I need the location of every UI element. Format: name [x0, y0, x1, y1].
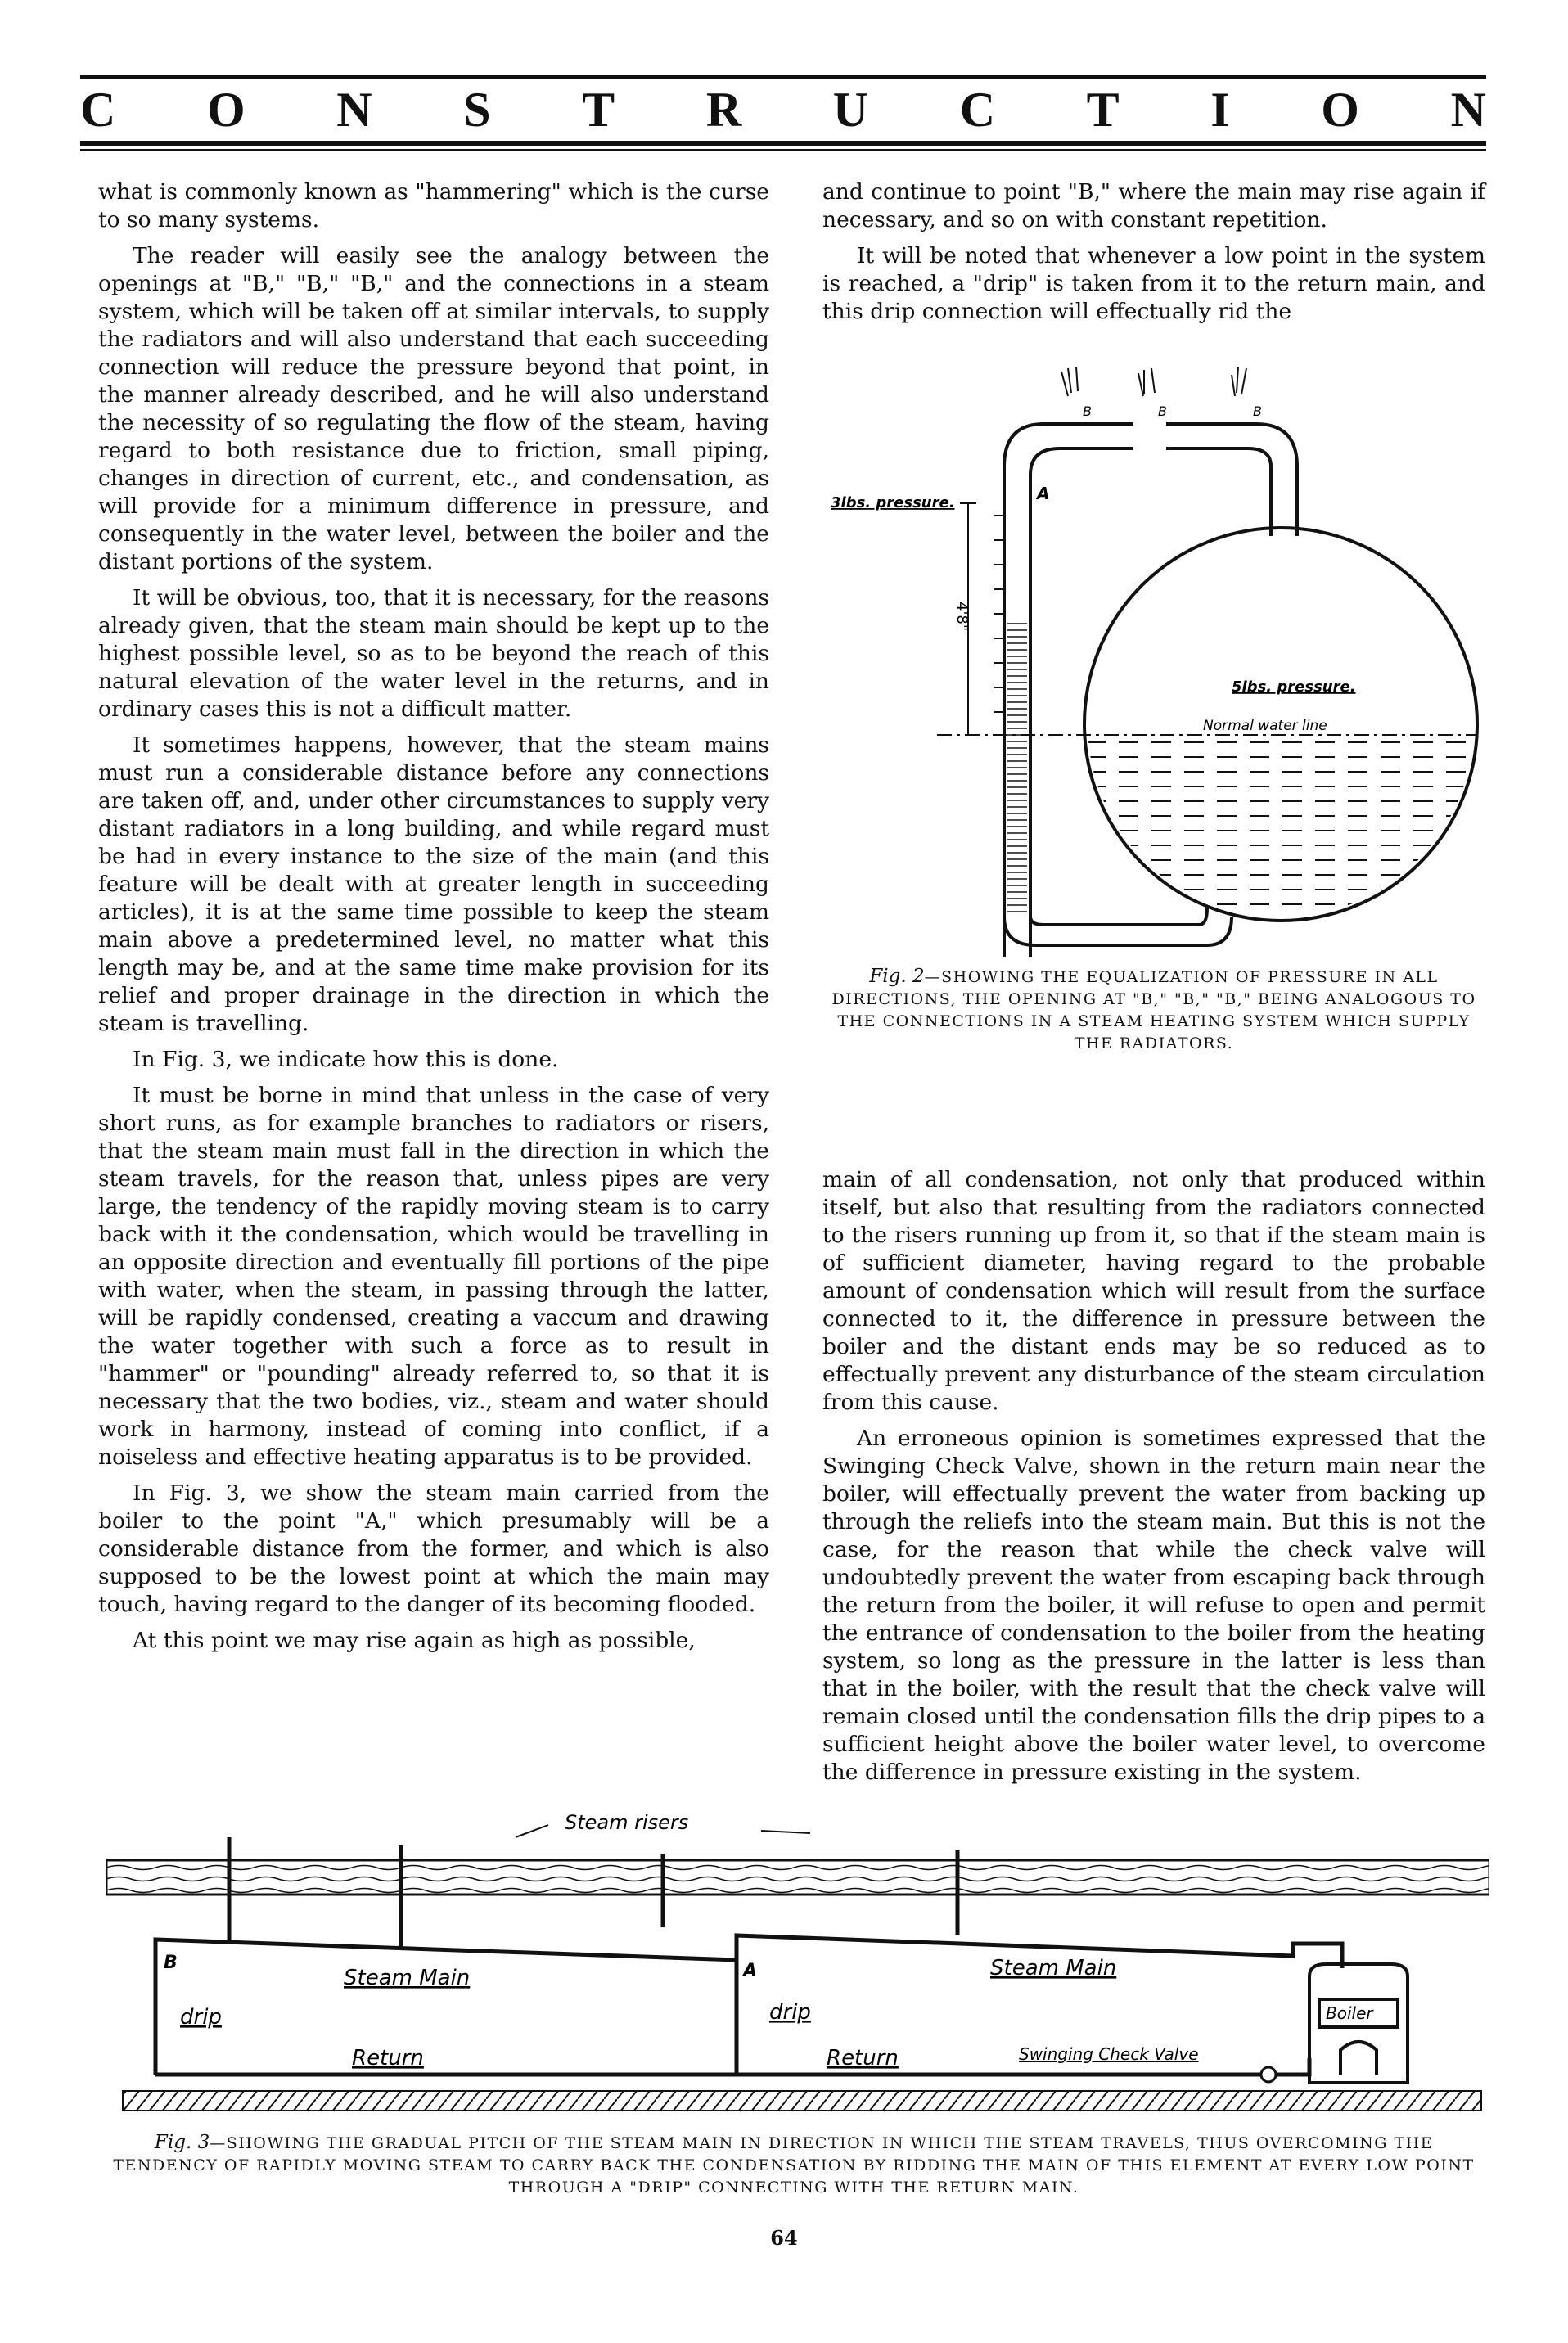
header-letter: T — [1086, 82, 1120, 137]
paragraph: what is commonly known as "hammering" which is the curse to so many systems. — [98, 179, 769, 232]
fig2-left-pressure: 3lbs. pressure. — [831, 494, 955, 511]
right-column-top — [822, 178, 1485, 334]
header-letter: U — [832, 82, 869, 137]
paragraph: It will be obvious, too, that it is necessary, for the reasons already given, that the steam main should be kept up to the highest possible level, so as to be beyond the reach of this natural elevation of the water level in the returns, and in ordinary cases this is not a difficult matter. — [98, 585, 769, 722]
fig3-steam-main-right: Steam Main — [990, 1956, 1117, 1980]
page-header — [80, 75, 1486, 154]
check-valve-icon — [1261, 2067, 1276, 2082]
paragraph: At this point we may rise again as high as possible, — [133, 1628, 696, 1653]
fig2-bottom-pipe — [1004, 908, 1232, 945]
header-letter: C — [80, 82, 116, 137]
fig3-diagram — [106, 1805, 1489, 2124]
water-left-leg — [1007, 622, 1027, 917]
ceiling-beam — [106, 1860, 1489, 1895]
header-letter: R — [705, 82, 742, 137]
fig3-caption-text: —SHOWING THE GRADUAL PITCH OF THE STEAM MAIN IN DIRECTION IN WHICH THE STEAM TRAVELS, THUS OVERCOMING THE TENDENCY OF RAPIDLY MOVING STEAM TO CARRY BACK THE CONDENSATION BY RIDDING THE MAIN OF THIS ELEMENT AT EVERY LOW POINT THROUGH A "DRIP" CONNECTING WITH THE RETURN MAIN. — [113, 2134, 1475, 2197]
fig2-right-pressure: 5lbs. pressure. — [1232, 678, 1356, 696]
paragraph: It will be noted that whenever a low point in the system is reached, a "drip" is taken from it to the return main, and this drip connection will effectually rid the — [822, 243, 1485, 324]
fig2-water-line-label: Normal water line — [1203, 718, 1327, 734]
header-letter: C — [959, 82, 996, 137]
paragraph: and continue to point "B," where the main may rise again if necessary, and so on with constant repetition. — [822, 179, 1485, 232]
paragraph: In Fig. 3, we show the steam main carried from the boiler to the point "A," which presumably will be a considerable distance from the former, and which is also supposed to be the lowest point at which the main may touch, having regard to the danger of its becoming flooded. — [98, 1480, 769, 1617]
ground — [123, 2091, 1481, 2111]
fig3-caption — [106, 2132, 1481, 2199]
fig3-drip-mid: drip — [769, 2000, 811, 2025]
fig2-caption — [822, 966, 1485, 1055]
paragraph: It must be borne in mind that unless in the case of very short runs, as for example branches to radiators or risers, that the steam main must fall in the direction in which the steam travels, for the reason that, unless pipes are very large, the tendency of the rapidly moving steam is to carry back with it the condensation, which would be travelling in an opposite direction and eventually fill portions of the pipe with water, when the steam, in passing through the latter, will be rapidly condensed, creating a vaccum and drawing the water together with such a force as to result in "hammer" or "pounding" already referred to, so that it is necessary that the two bodies, viz., steam and water should work in harmony, instead of coming into conflict, if a noiseless and effective heating apparatus is to be provided. — [98, 1083, 769, 1470]
header-letter: O — [1321, 82, 1359, 137]
fig2-diagram — [822, 352, 1485, 957]
fig3-label-a: A — [743, 1961, 758, 1981]
paragraph: It sometimes happens, however, that the steam mains must run a considerable distance before any connections are taken off, and, under other circumstances to supply very distant radiators in a long building, and while regard must be had in every instance to the size of the main (and this feature will be dealt with at greater length in succeeding articles), it is at the same time possible to keep the steam main above a predetermined level, no matter what this length may be, and at the same time make provision for its relief and proper drainage in the direction in which the steam is travelling. — [98, 732, 769, 1036]
fig2-label-b: B — [1253, 403, 1262, 419]
header-letter: N — [336, 82, 372, 137]
header-letter: I — [1210, 82, 1230, 137]
fig3-steam-risers-label: Steam risers — [565, 1811, 689, 1834]
header-letter: T — [582, 82, 615, 137]
fig3-boiler-label: Boiler — [1326, 2003, 1373, 2023]
header-rule-top — [80, 75, 1486, 79]
water-sphere — [1084, 737, 1477, 933]
fig3-return-left: Return — [352, 2046, 424, 2070]
fig3-label-b: B — [164, 1953, 178, 1973]
page-number: 64 — [770, 2226, 798, 2250]
fig2-label-b: B — [1158, 403, 1167, 419]
fig2-height-label: 4'8" — [953, 602, 971, 632]
fig3-return-mid: Return — [827, 2046, 899, 2070]
risers-pointer — [516, 1825, 548, 1837]
paragraph: In Fig. 3, we indicate how this is done. — [133, 1047, 559, 1072]
fig3-caption-lead: Fig. 3 — [154, 2132, 210, 2153]
fig3-drip-left: drip — [180, 2005, 222, 2030]
header-title — [80, 83, 1486, 136]
header-letter: O — [206, 82, 246, 137]
fig2-caption-text: —SHOWING THE EQUALIZATION OF PRESSURE IN ALL DIRECTIONS, THE OPENING AT "B," "B," "B," BEING ANALOGOUS TO THE CONNECTIONS IN A STEAM HEATING SYSTEM WHICH SUPPLY THE RADIATORS. — [831, 968, 1476, 1052]
header-rule-bottom — [80, 141, 1486, 146]
fig3-check-valve-label: Swinging Check Valve — [1019, 2044, 1199, 2064]
paragraph: The reader will easily see the analogy between the openings at "B," "B," "B," and the connections in a steam system, which will be taken off at similar intervals, to supply the radiators and will also understand that each succeeding connection will reduce the pressure beyond that point, in the manner already described, and he will also understand the necessity of so regulating the flow of the steam, having regard to both resistance due to friction, small piping, changes in direction of current, etc., and condensation, as will provide for a minimum difference in pressure, and consequently in the water level, between the boiler and the distant portions of the system. — [98, 243, 769, 574]
left-column — [98, 178, 769, 1663]
right-column-bottom — [822, 1166, 1485, 1795]
header-rule-bottom-thin — [80, 149, 1486, 151]
risers-arrow — [761, 1831, 810, 1833]
steam-marks — [1061, 367, 1246, 396]
header-letter: S — [463, 82, 491, 137]
fig2-caption-lead: Fig. 2 — [869, 966, 925, 987]
paragraph: main of all condensation, not only that produced within itself, but also that resulting from the radiators connected to the risers running up from it, so that if the steam main is of sufficient diameter, having regard to the probable amount of condensation which will result from the surface connected to it, the difference in pressure between the boiler and the distant ends may be so reduced as to effectually prevent any disturbance of the steam circulation from this cause. — [822, 1167, 1485, 1415]
fig2-label-a: A — [1037, 484, 1050, 503]
paragraph: An erroneous opinion is sometimes expressed that the Swinging Check Valve, shown in the return main near the boiler, will effectually prevent the water from backing up through the reliefs into the steam main. But this is not the case, for the reason that while the check valve will undoubtedly prevent the water from escaping back through the return from the boiler, it will refuse to open and permit the entrance of condensation to the boiler from the heating system, so long as the pressure in the latter is less than that in the boiler, with the result that the check valve will remain closed until the condensation fills the drip pipes to a sufficient height above the boiler water level, to overcome the difference in pressure existing in the system. — [822, 1426, 1485, 1785]
fig3-steam-main-left: Steam Main — [344, 1966, 471, 1990]
boiler — [1309, 1964, 1408, 2083]
fig2-label-b: B — [1083, 403, 1092, 419]
header-letter: N — [1450, 82, 1486, 137]
